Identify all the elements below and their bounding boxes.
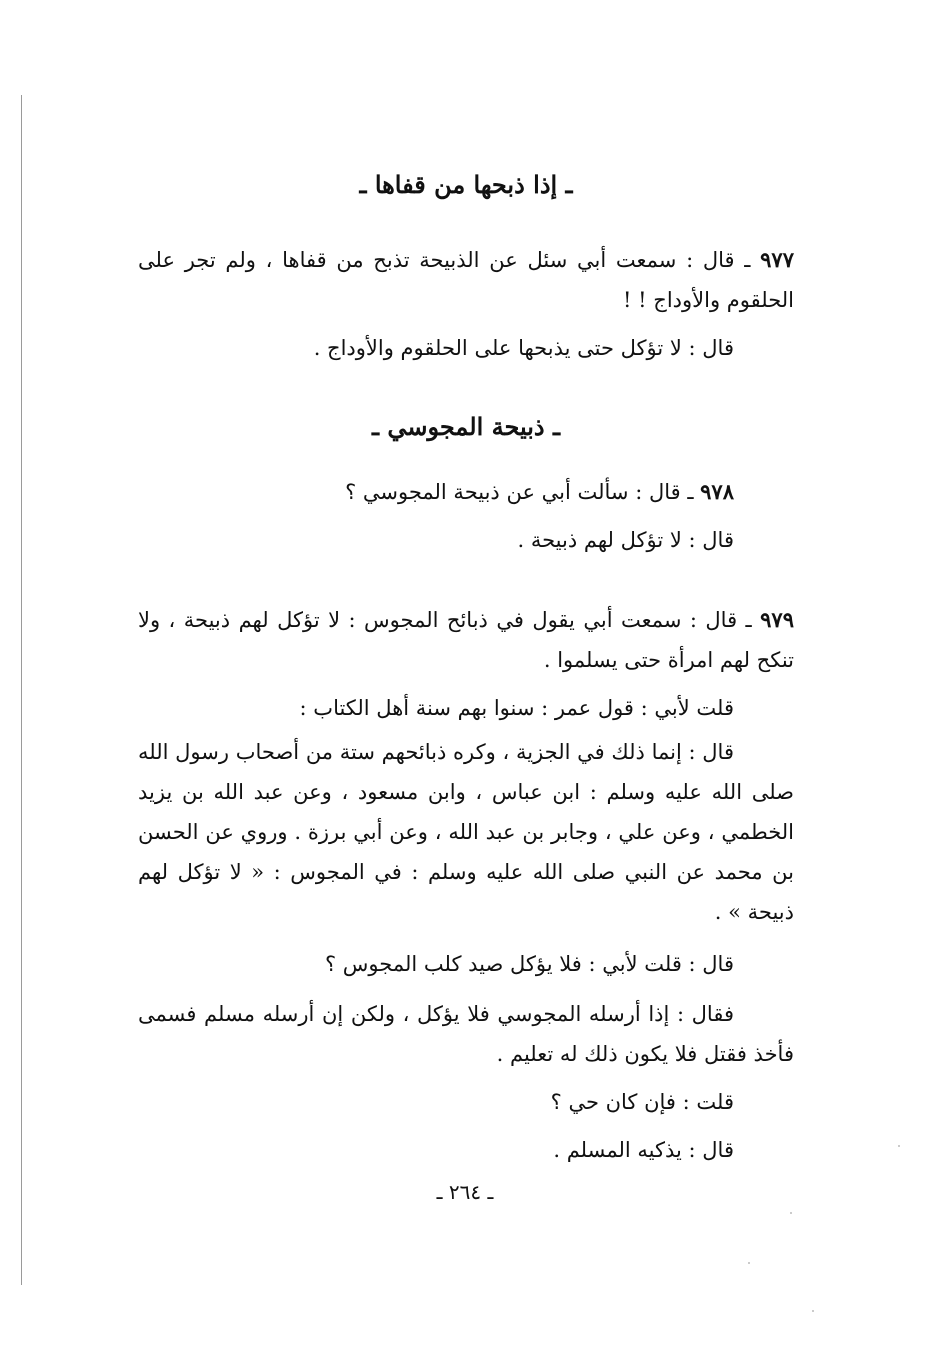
question-if-alive: قلت : فإن كان حي ؟ — [550, 1090, 734, 1114]
answer-slaughter-by-muslim: قال : يذكيه المسلم . — [553, 1138, 734, 1162]
page-number: ـ ٢٦٤ ـ — [436, 1180, 494, 1204]
paragraph-978 — [138, 472, 734, 512]
hadith-number-978: ٩٧٨ — [700, 479, 734, 504]
paragraph-979-text: ـ قال : سمعت أبي يقول في ذبائح المجوس : لا تؤكل لهم ذبيحة ، ولا تنكح لهم امرأة حتى يسلموا . — [138, 608, 794, 672]
paragraph-977 — [138, 240, 794, 320]
page-binding-line — [21, 95, 22, 1285]
question-hunting-dog: قال : قلت لأبي : فلا يؤكل صيد كلب المجوس ؟ — [324, 952, 734, 976]
scan-speck — [898, 1145, 900, 1147]
scan-speck — [790, 1212, 792, 1214]
question-umar-saying: قلت لأبي : قول عمر : سنوا بهم سنة أهل الكتاب : — [299, 696, 734, 720]
paragraph-977-answer: قال : لا تؤكل حتى يذبحها على الحلقوم والأوداج . — [313, 336, 734, 360]
scan-speck — [812, 1310, 814, 1312]
hadith-number-977: ٩٧٧ — [760, 247, 794, 272]
scan-speck — [748, 1262, 750, 1264]
hadith-number-979: ٩٧٩ — [760, 607, 794, 632]
section-heading-magian-slaughter: ـ ذبيحة المجوسي ـ — [372, 412, 560, 441]
paragraph-978-answer: قال : لا تؤكل لهم ذبيحة . — [517, 528, 734, 552]
answer-hunting-dog: فقال : إذا أرسله المجوسي فلا يؤكل ، ولكن إن أرسله مسلم فسمى فأخذ فقتل فلا يكون ذلك له تعليم . — [138, 1002, 794, 1066]
paragraph-977-text: ـ قال : سمعت أبي سئل عن الذبيحة تذبح من قفاها ، ولم تجر على الحلقوم والأوداج ! ! — [138, 248, 794, 312]
section-heading-slaughter-from-nape: ـ إذا ذبحها من قفاها ـ — [359, 170, 573, 199]
paragraph-978-text: ـ قال : سألت أبي عن ذبيحة المجوسي ؟ — [345, 480, 701, 504]
answer-jizya: قال : إنما ذلك في الجزية ، وكره ذبائحهم ستة من أصحاب رسول الله صلى الله عليه وسلم : ابن عباس ، وابن مسعود ، وعن عبد الله بن يزيد الخطمي ، وعن علي ، وجابر بن عبد الله ، وعن أبي برزة . وروي عن الحسن بن محمد عن النبي صلى الله عليه وسلم : في المجوس : « لا تؤكل لهم ذبيحة » . — [138, 740, 794, 924]
paragraph-979 — [138, 600, 794, 680]
page-body — [138, 0, 794, 1351]
